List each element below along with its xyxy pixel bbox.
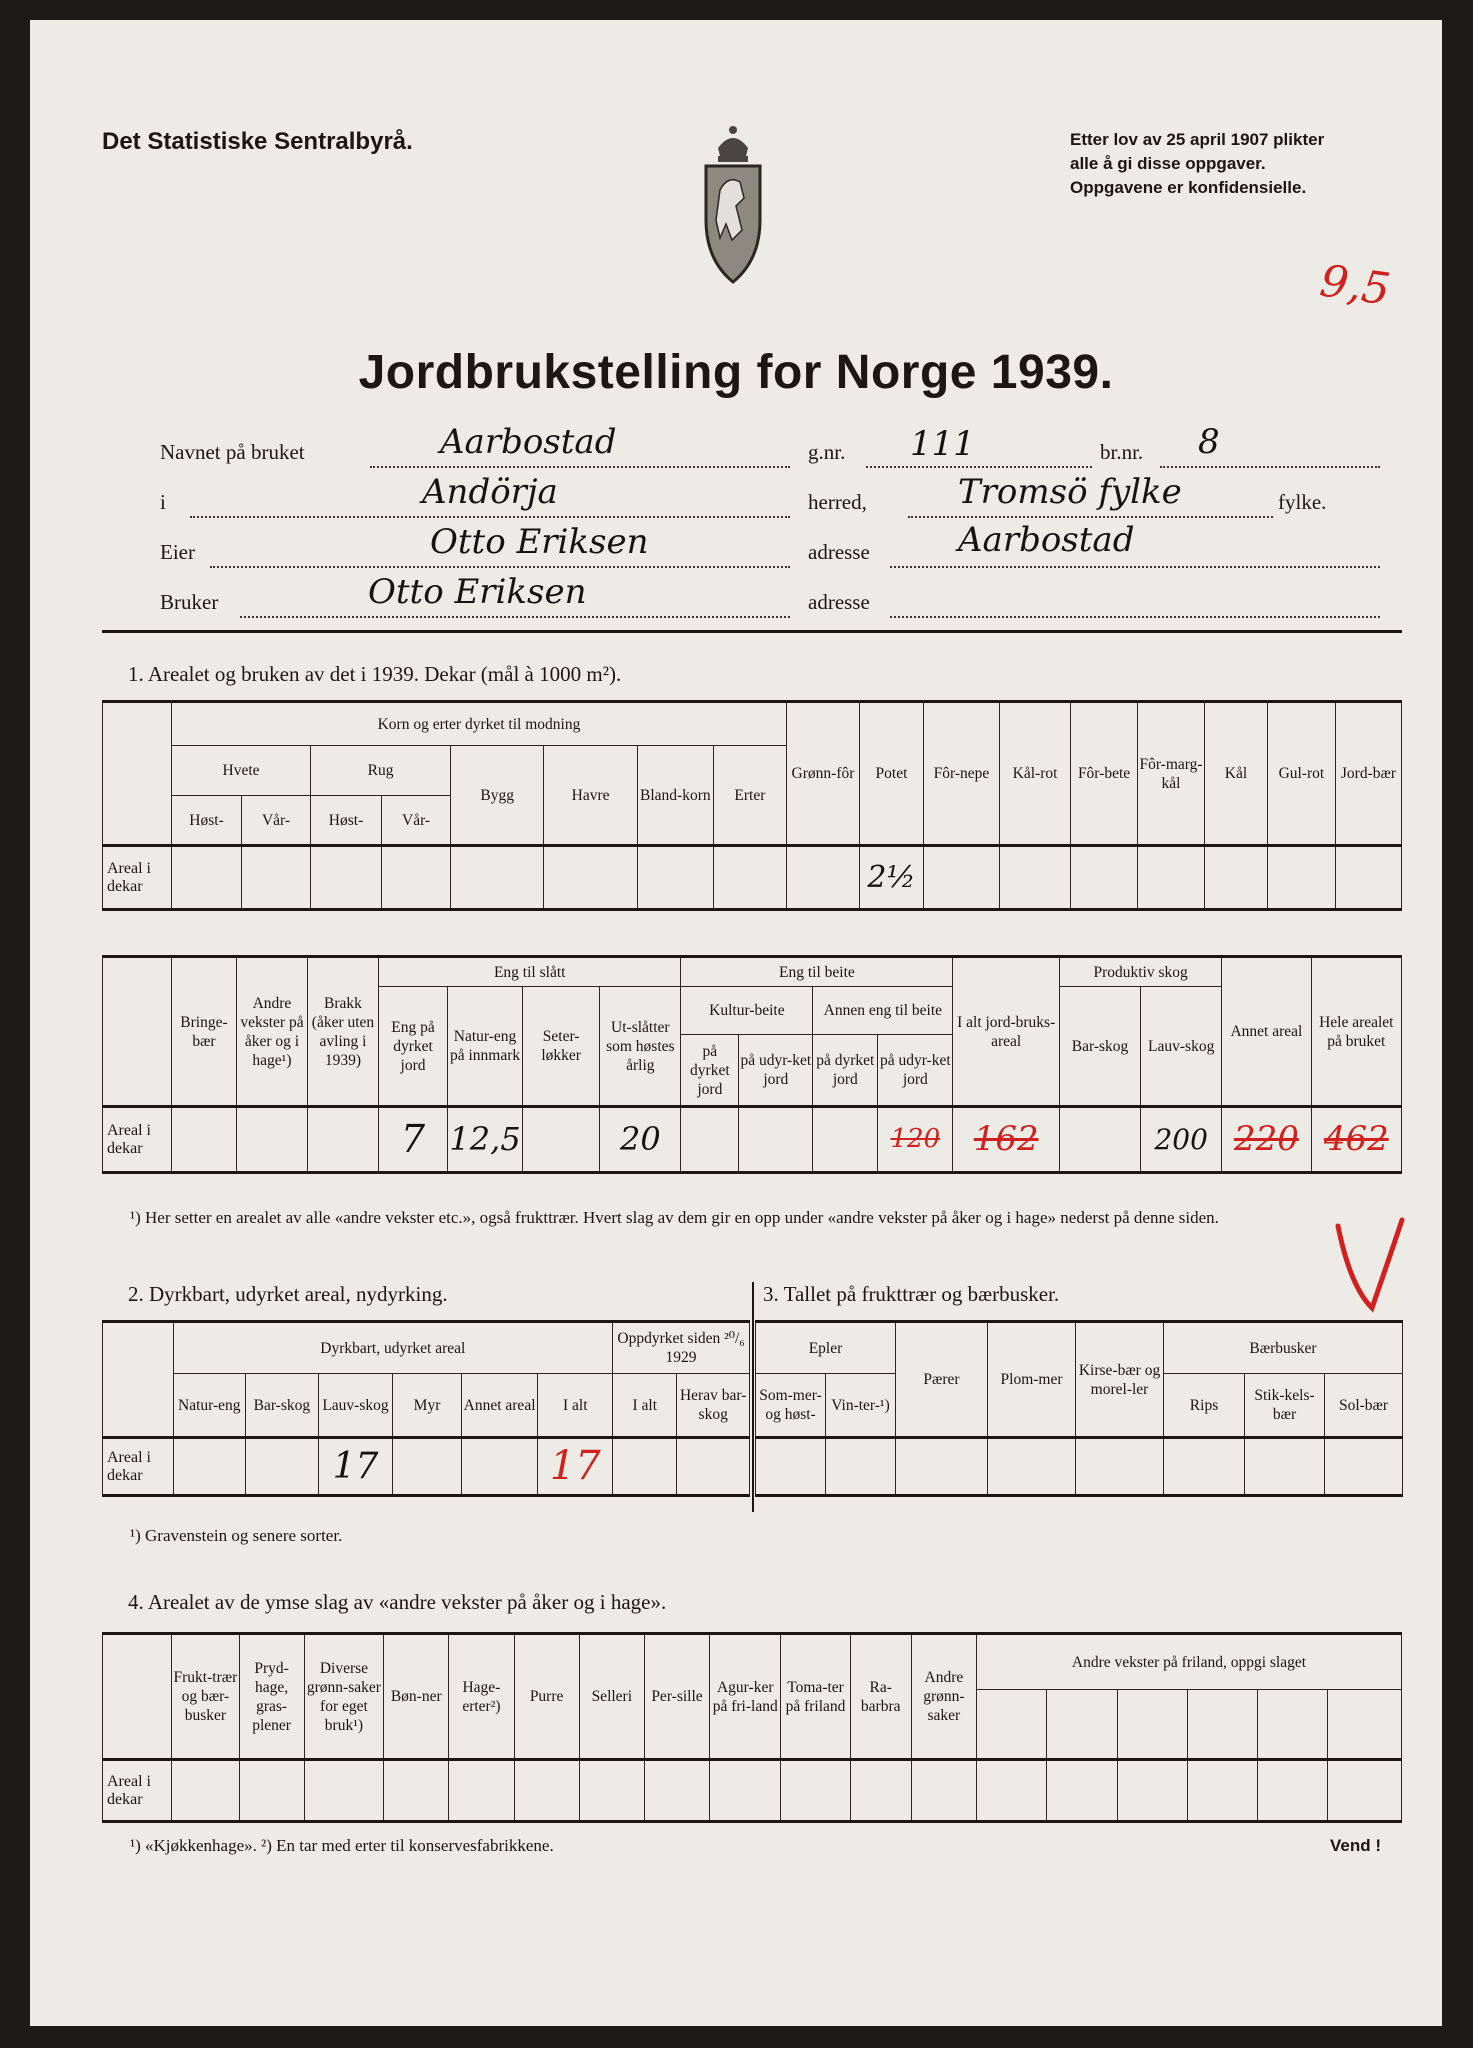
- header-gronnfor: Grønn-fôr: [786, 702, 859, 846]
- cell-bringebaer[interactable]: [172, 1107, 237, 1173]
- section3-heading: 3. Tallet på frukttrær og bærbusker.: [763, 1282, 1060, 1306]
- cell-prydhage[interactable]: [239, 1760, 304, 1822]
- section1-heading: 1. Arealet og bruken av det i 1939. Dekar (mål à 1000 m²).: [128, 662, 622, 686]
- header-andre-gronnsaker: Andre grønn-saker: [911, 1634, 976, 1760]
- section1-footnote: ¹) Her setter en arealet av alle «andre vekster etc.», også frukttrær. Hvert slag av dem gir en opp under «andre vekster på åker og i hage» nederst på denne siden.: [130, 1208, 1219, 1227]
- cell-annet-4[interactable]: [1187, 1760, 1257, 1822]
- cell-annet-areal[interactable]: [461, 1438, 538, 1496]
- cell-utslatter[interactable]: 20: [600, 1107, 681, 1173]
- header-rabarbra: Ra-barbra: [850, 1634, 911, 1760]
- gnr-label: g.nr.: [808, 440, 846, 464]
- header-baerbusker: Bærbusker: [1164, 1322, 1403, 1374]
- cell-hageerter[interactable]: [449, 1760, 514, 1822]
- cell-andre-vekster[interactable]: [236, 1107, 307, 1173]
- section-divider: [752, 1282, 754, 1512]
- cell-rug-var[interactable]: [382, 846, 451, 910]
- header-hele-arealet: Hele arealet på bruket: [1311, 957, 1401, 1107]
- header-barskog: Bar-skog: [246, 1374, 319, 1438]
- section2-heading: 2. Dyrkbart, udyrket areal, nydyrking.: [128, 1282, 448, 1306]
- row-label: Areal i dekar: [103, 1107, 172, 1173]
- herred-label: herred,: [808, 490, 867, 514]
- header-annet-4[interactable]: [1187, 1690, 1257, 1760]
- header-lauvskog: Lauv-skog: [318, 1374, 393, 1438]
- header-jordbaer: Jord-bær: [1335, 702, 1401, 846]
- header-andre-vekster: Andre vekster på åker og i hage¹): [236, 957, 307, 1107]
- header-erter: Erter: [713, 746, 786, 846]
- farm-name-line: [370, 466, 790, 468]
- header-brakk: Brakk (åker uten avling i 1939): [307, 957, 378, 1107]
- form-title: Jordbrukstelling for Norge 1939.: [358, 346, 1114, 399]
- farm-name-label: Navnet på bruket: [160, 440, 305, 464]
- section3-table: [755, 1320, 1403, 1497]
- header-havre: Havre: [544, 746, 637, 846]
- cell-erter[interactable]: [713, 846, 786, 910]
- table-corner: [103, 957, 172, 1107]
- header-naturbeng: Natur-eng: [173, 1374, 246, 1438]
- cell-annet-1[interactable]: [976, 1760, 1046, 1822]
- cell-diverse[interactable]: [304, 1760, 383, 1822]
- section2-footnote: ¹) Gravenstein og senere sorter.: [130, 1526, 343, 1545]
- header-kulturbeite: Kultur-beite: [681, 987, 813, 1035]
- brnr-line: [1160, 466, 1380, 468]
- header-formargkal: Fôr-marg-kål: [1138, 702, 1205, 846]
- header-bygg: Bygg: [451, 746, 544, 846]
- cell-annen-udyrket[interactable]: 120: [878, 1107, 953, 1173]
- fylke-label: fylke.: [1278, 490, 1327, 514]
- header-frukttraer: Frukt-trær og bær-busker: [172, 1634, 239, 1760]
- owner-address-label: adresse: [808, 540, 870, 564]
- header-oppdyrket-i-alt: I alt: [613, 1374, 677, 1438]
- cell-naturbeng[interactable]: 12,5: [448, 1107, 523, 1173]
- header-annet-1[interactable]: [976, 1690, 1046, 1760]
- cell-bygg[interactable]: [451, 846, 544, 910]
- in-label: i: [160, 490, 166, 514]
- user-value[interactable]: Otto Eriksen: [368, 572, 587, 612]
- header-epler: Epler: [756, 1322, 896, 1374]
- cell-forbete[interactable]: [1071, 846, 1138, 910]
- header-i-alt: I alt: [538, 1374, 613, 1438]
- header-selleri: Selleri: [579, 1634, 644, 1760]
- cell-lauvskog[interactable]: 200: [1141, 1107, 1222, 1173]
- header-i-alt-jordbruk: I alt jord-bruks-areal: [953, 957, 1060, 1107]
- header-rug-var: Vår-: [382, 796, 451, 846]
- user-line: [240, 616, 790, 618]
- cell-purre[interactable]: [514, 1760, 579, 1822]
- header-stikkelsbaer: Stik-kels-bær: [1245, 1374, 1325, 1438]
- header-hvete-var: Vår-: [242, 796, 311, 846]
- header-annet-5[interactable]: [1258, 1690, 1328, 1760]
- cell-hvete-var[interactable]: [242, 846, 311, 910]
- table-corner: [103, 1634, 172, 1760]
- brnr-label: br.nr.: [1100, 440, 1144, 464]
- header-prydhage: Pryd-hage, gras-plener: [239, 1634, 304, 1760]
- cell-vinter[interactable]: [826, 1438, 896, 1496]
- cell-eng-dyrket[interactable]: 7: [379, 1107, 448, 1173]
- header-gulrot: Gul-rot: [1267, 702, 1335, 846]
- table-corner: [103, 702, 172, 846]
- cell-herav-barskog[interactable]: [677, 1438, 750, 1496]
- header-bringebaer: Bringe-bær: [172, 957, 237, 1107]
- header-purre: Purre: [514, 1634, 579, 1760]
- header-forbete: Fôr-bete: [1071, 702, 1138, 846]
- header-kultur-dyrket: på dyrket jord: [681, 1035, 739, 1107]
- cell-gronnfor[interactable]: [786, 846, 859, 910]
- header-herav-barskog: Herav bar-skog: [677, 1374, 750, 1438]
- municipality-line: [190, 516, 790, 518]
- cell-persille[interactable]: [644, 1760, 709, 1822]
- cell-blandkorn[interactable]: [637, 846, 713, 910]
- owner-address-value[interactable]: Aarbostad: [958, 520, 1135, 560]
- legal-line-2: alle å gi disse oppgaver.: [1070, 154, 1266, 173]
- owner-label: Eier: [160, 540, 195, 564]
- divider: [102, 630, 1402, 633]
- farm-name-value[interactable]: Aarbostad: [440, 422, 617, 462]
- cell-naturbeng[interactable]: [173, 1438, 246, 1496]
- cell-fornepe[interactable]: [923, 846, 999, 910]
- header-annet-areal: Annet areal: [1222, 957, 1311, 1107]
- header-solbaer: Sol-bær: [1325, 1374, 1403, 1438]
- cell-havre[interactable]: [544, 846, 637, 910]
- cell-solbaer[interactable]: [1325, 1438, 1403, 1496]
- header-andre-vekster: Andre vekster på friland, oppgi slaget: [976, 1634, 1401, 1690]
- cell-i-alt-jordbruk[interactable]: 162: [953, 1107, 1060, 1173]
- header-tomater: Toma-ter på friland: [781, 1634, 850, 1760]
- header-paerer: Pærer: [896, 1322, 988, 1438]
- header-persille: Per-sille: [644, 1634, 709, 1760]
- header-agurker: Agur-ker på fri-land: [710, 1634, 781, 1760]
- cell-annet-6[interactable]: [1328, 1760, 1402, 1822]
- cell-andre-gronnsaker[interactable]: [911, 1760, 976, 1822]
- cell-frukttraer[interactable]: [172, 1760, 239, 1822]
- header-kultur-udyrket: på udyr-ket jord: [739, 1035, 813, 1107]
- cell-rips[interactable]: [1164, 1438, 1245, 1496]
- gnr-value[interactable]: 111: [910, 424, 975, 464]
- row-label: Areal i dekar: [103, 846, 172, 910]
- turn-page-note: Vend !: [1330, 1836, 1382, 1855]
- census-form: [30, 20, 1442, 2026]
- cell-brakk[interactable]: [307, 1107, 378, 1173]
- header-utslatter: Ut-slåtter som høstes årlig: [600, 987, 681, 1107]
- cell-potet[interactable]: 2½: [860, 846, 924, 910]
- cell-rug-host[interactable]: [311, 846, 382, 910]
- brnr-value[interactable]: 8: [1198, 422, 1220, 462]
- section4-table: [102, 1632, 1402, 1823]
- header-plommer: Plom-mer: [988, 1322, 1076, 1438]
- cell-kultur-udyrket[interactable]: [739, 1107, 813, 1173]
- county-value[interactable]: Tromsö fylke: [958, 472, 1182, 512]
- header-produktiv-skog: Produktiv skog: [1059, 957, 1221, 987]
- cell-tomater[interactable]: [781, 1760, 850, 1822]
- header-blandkorn: Bland-korn: [637, 746, 713, 846]
- header-eng-slatt: Eng til slått: [379, 957, 681, 987]
- agency-name: Det Statistiske Sentralbyrå.: [102, 128, 413, 155]
- cell-kalrot[interactable]: [1000, 846, 1071, 910]
- user-address-line: [890, 616, 1380, 618]
- header-myr: Myr: [393, 1374, 461, 1438]
- section1-table-a: [102, 700, 1402, 911]
- header-rips: Rips: [1164, 1374, 1245, 1438]
- section4-footnote: ¹) «Kjøkkenhage». ²) En tar med erter til konservesfabrikkene.: [130, 1836, 554, 1855]
- header-eng-beite: Eng til beite: [681, 957, 953, 987]
- owner-value[interactable]: Otto Eriksen: [430, 522, 649, 562]
- legal-notice: [1070, 128, 1324, 200]
- row-label: Areal i dekar: [103, 1438, 174, 1496]
- header-rug: Rug: [311, 746, 451, 796]
- header-barskog: Bar-skog: [1059, 987, 1140, 1107]
- cell-annen-dyrket[interactable]: [813, 1107, 878, 1173]
- cell-kirsebaer[interactable]: [1076, 1438, 1164, 1496]
- cell-barskog[interactable]: [246, 1438, 319, 1496]
- legal-line-3: Oppgavene er konfidensielle.: [1070, 178, 1307, 197]
- legal-line-1: Etter lov av 25 april 1907 plikter: [1070, 130, 1325, 149]
- header-lauvskog: Lauv-skog: [1141, 987, 1222, 1107]
- county-line: [908, 516, 1273, 518]
- cell-rabarbra[interactable]: [850, 1760, 911, 1822]
- table-corner: [103, 1322, 174, 1438]
- header-annet-2[interactable]: [1047, 1690, 1117, 1760]
- cell-bonner[interactable]: [384, 1760, 449, 1822]
- header-korn: Korn og erter dyrket til modning: [172, 702, 787, 746]
- cell-hvete-host[interactable]: [172, 846, 242, 910]
- owner-address-line: [890, 566, 1380, 568]
- cell-annet-2[interactable]: [1047, 1760, 1117, 1822]
- cell-i-alt[interactable]: 17: [538, 1438, 613, 1496]
- cell-seterlokker[interactable]: [523, 1107, 600, 1173]
- cell-selleri[interactable]: [579, 1760, 644, 1822]
- header-hageerter: Hage-erter²): [449, 1634, 514, 1760]
- cell-formargkal[interactable]: [1138, 846, 1205, 910]
- cell-lauvskog[interactable]: 17: [318, 1438, 393, 1496]
- header-hvete-host: Høst-: [172, 796, 242, 846]
- margin-note: 9,5: [1316, 255, 1394, 316]
- user-address-label: adresse: [808, 590, 870, 614]
- header-seterlokker: Seter-løkker: [523, 987, 600, 1107]
- cell-gulrot[interactable]: [1267, 846, 1335, 910]
- cell-hele-arealet[interactable]: 462: [1311, 1107, 1401, 1173]
- header-naturbeng: Natur-eng på innmark: [448, 987, 523, 1107]
- cell-paerer[interactable]: [896, 1438, 988, 1496]
- cell-sommer[interactable]: [756, 1438, 826, 1496]
- header-bonner: Bøn-ner: [384, 1634, 449, 1760]
- cell-myr[interactable]: [393, 1438, 461, 1496]
- owner-line: [210, 566, 790, 568]
- cell-kal[interactable]: [1205, 846, 1268, 910]
- header-annet-6[interactable]: [1328, 1690, 1402, 1760]
- header-oppdyrket: Oppdyrket siden ²⁰/₆ 1929: [613, 1322, 750, 1374]
- section1-table-b: [102, 955, 1402, 1174]
- cell-stikkelsbaer[interactable]: [1245, 1438, 1325, 1496]
- section4-heading: 4. Arealet av de ymse slag av «andre vekster på åker og i hage».: [128, 1590, 667, 1614]
- cell-barskog[interactable]: [1059, 1107, 1140, 1173]
- red-check-mark-icon: [1330, 1216, 1410, 1316]
- user-label: Bruker: [160, 590, 219, 614]
- cell-jordbaer[interactable]: [1335, 846, 1401, 910]
- header-eng-dyrket: Eng på dyrket jord: [379, 987, 448, 1107]
- header-diverse: Diverse grønn-saker for eget bruk¹): [304, 1634, 383, 1760]
- cell-annet-5[interactable]: [1258, 1760, 1328, 1822]
- cell-annet-areal[interactable]: 220: [1222, 1107, 1311, 1173]
- cell-kultur-dyrket[interactable]: [681, 1107, 739, 1173]
- header-annet-3[interactable]: [1117, 1690, 1187, 1760]
- coat-of-arms-icon: [698, 120, 768, 290]
- row-label: Areal i dekar: [103, 1760, 172, 1822]
- cell-agurker[interactable]: [710, 1760, 781, 1822]
- header-annen-udyrket: på udyr-ket jord: [878, 1035, 953, 1107]
- header-dyrkbart: Dyrkbart, udyrket areal: [173, 1322, 613, 1374]
- header-kirsebaer: Kirse-bær og morel-ler: [1076, 1322, 1164, 1438]
- gnr-line: [866, 466, 1092, 468]
- header-rug-host: Høst-: [311, 796, 382, 846]
- cell-annet-3[interactable]: [1117, 1760, 1187, 1822]
- header-annen-dyrket: på dyrket jord: [813, 1035, 878, 1107]
- header-hvete: Hvete: [172, 746, 311, 796]
- header-kal: Kål: [1205, 702, 1268, 846]
- header-fornepe: Fôr-nepe: [923, 702, 999, 846]
- header-vinter: Vin-ter-¹): [826, 1374, 896, 1438]
- section2-table: [102, 1320, 750, 1497]
- header-annet-areal: Annet areal: [461, 1374, 538, 1438]
- cell-oppdyrket-i-alt[interactable]: [613, 1438, 677, 1496]
- header-annen-eng: Annen eng til beite: [813, 987, 953, 1035]
- header-sommer: Som-mer-og høst-: [756, 1374, 826, 1438]
- header-kalrot: Kål-rot: [1000, 702, 1071, 846]
- cell-plommer[interactable]: [988, 1438, 1076, 1496]
- municipality-value[interactable]: Andörja: [422, 472, 558, 512]
- header-potet: Potet: [860, 702, 924, 846]
